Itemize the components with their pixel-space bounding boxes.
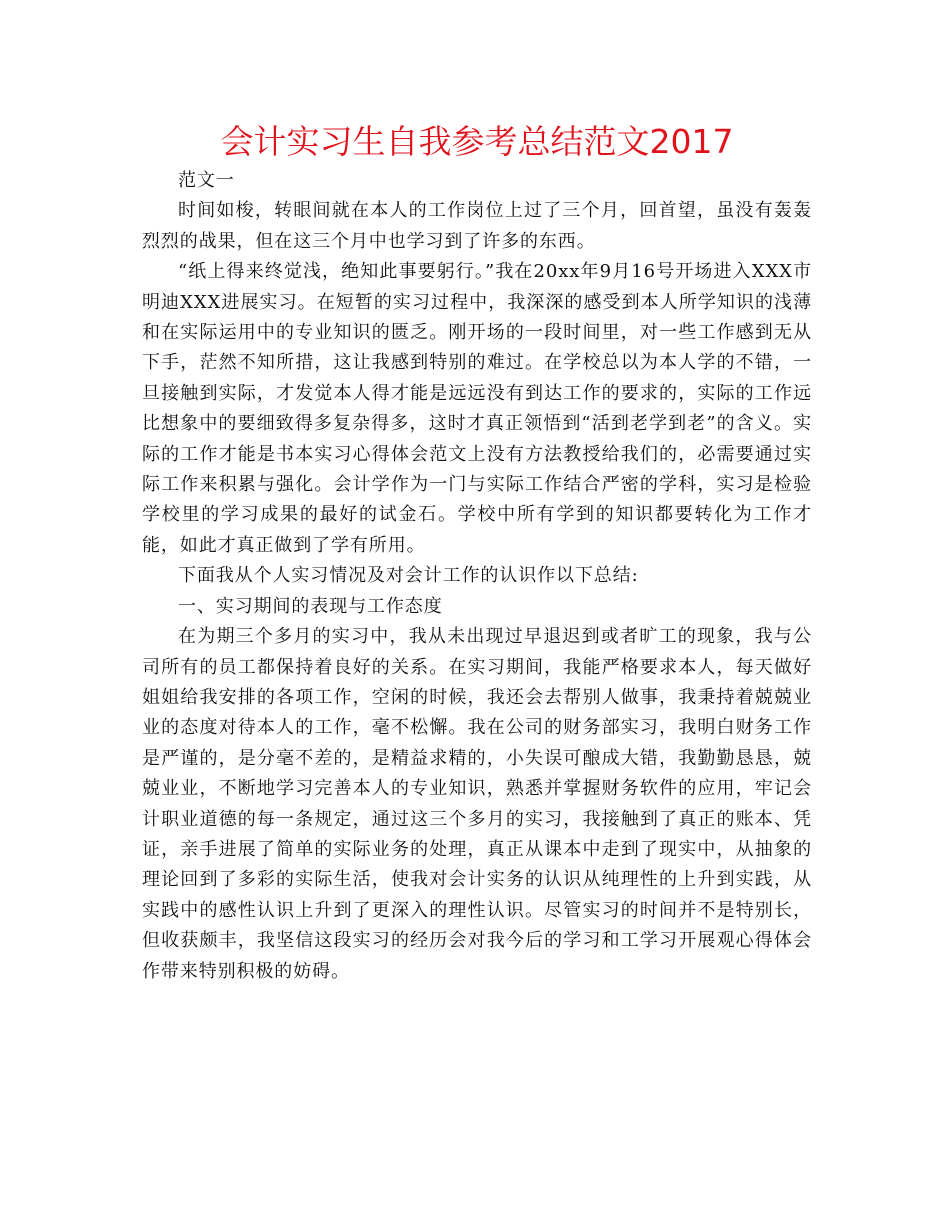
paragraph-quote: “纸上得来终觉浅，绝知此事要躬行。”我在20xx年9月16号开场进入XXX市明迪XXX进展实习。在短暂的实习过程中，我深深的感受到本人所学知识的浅薄和在实际运用中的专业知识的匮乏。刚开场的一段时间里，对一些工作感到无从下手，茫然不知所措，这让我感到特别的难过。在学校总以为本人学的不错，一旦接触到实际，才发觉本人得才能是远远没有到达工作的要求的，实际的工作远比想象中的要细致得多复杂得多，这时才真正领悟到“活到老学到老”的含义。实际的工作才能是书本实习心得体会范文上没有方法教授给我们的，必需要通过实际工作来积累与强化。会计学作为一门与实际工作结合严密的学科，实习是检验学校里的学习成果的最好的试金石。学校中所有学到的知识都要转化为工作才能，如此才真正做到了学有所用。 <box>142 261 812 556</box>
section-heading-1: 一、实习期间的表现与工作态度 <box>178 595 443 617</box>
paragraph-section-label: 范文一 <box>178 170 235 191</box>
document-title: 会计实习生自我参考总结范文2017 <box>220 122 734 161</box>
paragraph-summary-lead: 下面我从个人实习情况及对会计工作的认识作以下总结: <box>178 565 639 587</box>
paragraph-work-attitude: 在为期三个多月的实习中，我从未出现过早退迟到或者旷工的现象，我与公司所有的员工都保持着良好的关系。在实习期间，我能严格要求本人，每天做好姐姐给我安排的各项工作，空闲的时候，我还会去帮别人做事，我秉持着兢兢业业的态度对待本人的工作，毫不松懈。我在公司的财务部实习，我明白财务工作是严谨的，是分毫不差的，是精益求精的，小失误可酿成大错，我勤勤恳恳，兢兢业业，不断地学习完善本人的专业知识，熟悉并掌握财务软件的应用，牢记会计职业道德的每一条规定，通过这三个多月的实习，我接触到了真正的账本、凭证，亲手进展了简单的实际业务的处理，真正从课本中走到了现实中，从抽象的理论回到了多彩的实际生活，使我对会计实务的认识从纯理性的上升到实践，从实践中的感性认识上升到了更深入的理性认识。尽管实习的时间并不是特别长，但收获颇丰，我坚信这段实习的经历会对我今后的学习和工学习开展观心得体会作带来特别积极的妨碍。 <box>142 626 812 982</box>
document-page <box>142 118 812 987</box>
paragraph-intro: 时间如梭，转眼间就在本人的工作岗位上过了三个月，回首望，虽没有轰轰烈烈的战果，但在这三个月中也学习到了许多的东西。 <box>142 200 812 252</box>
